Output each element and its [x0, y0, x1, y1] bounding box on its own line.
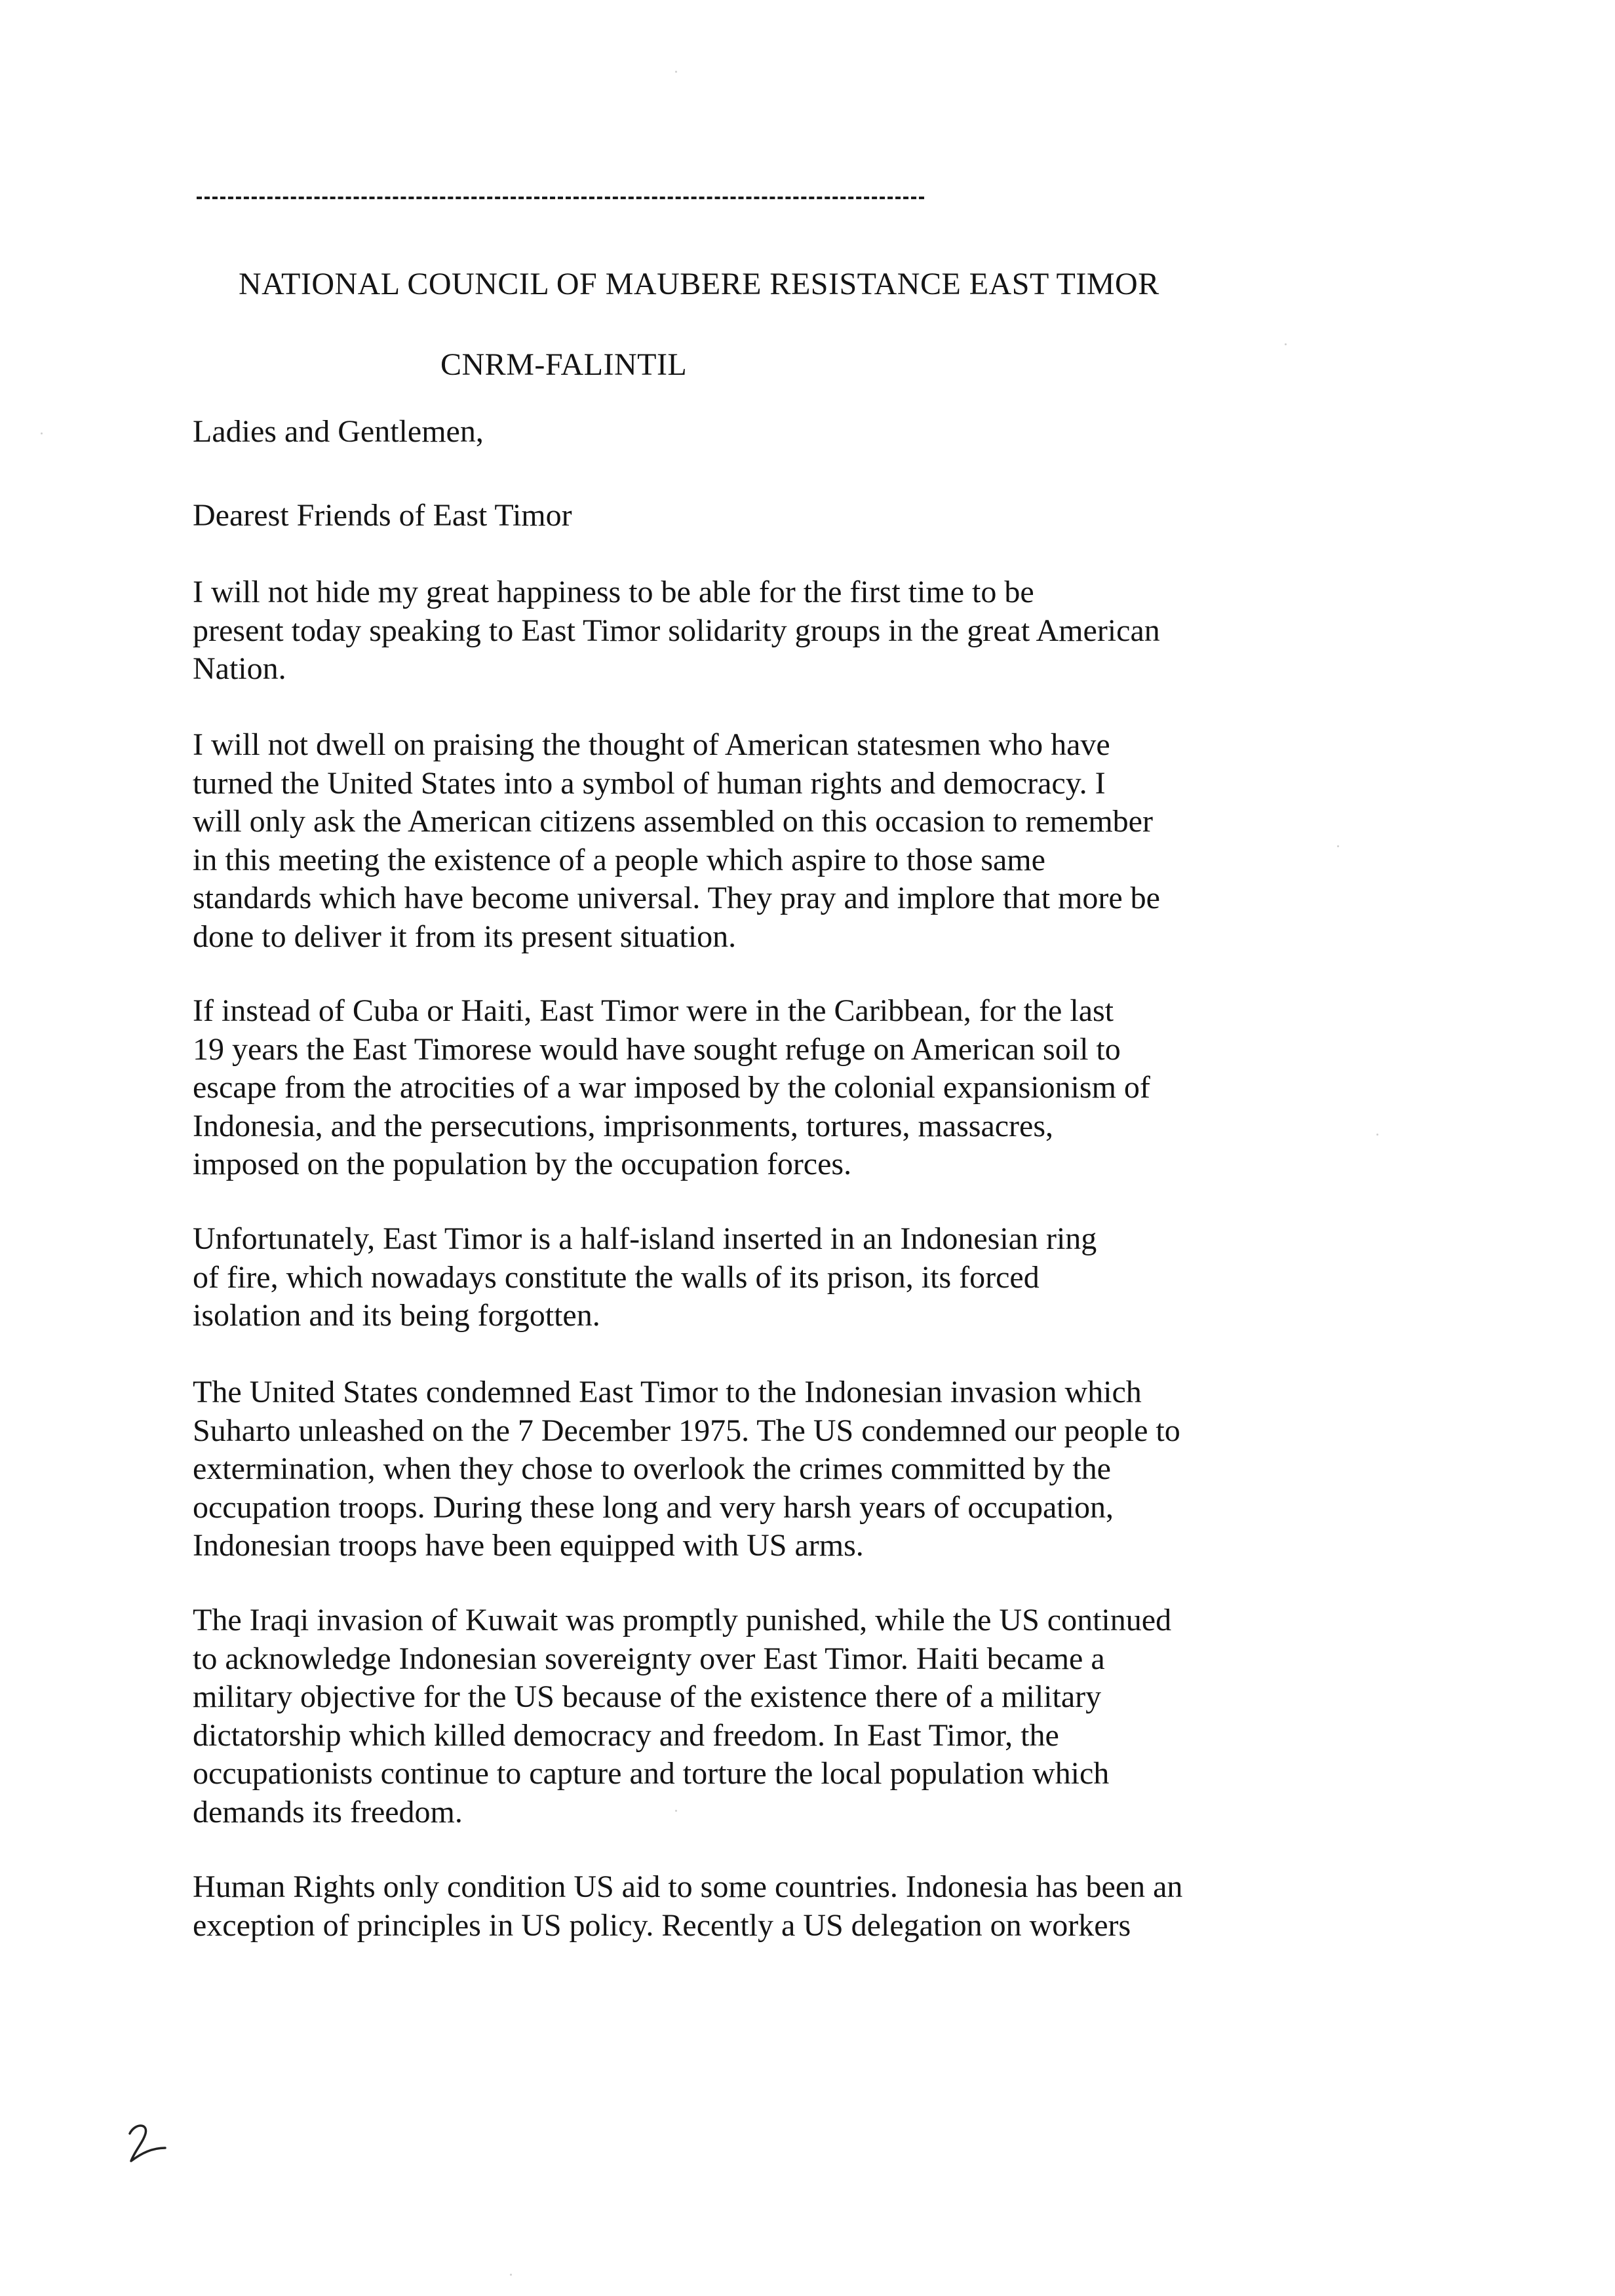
salutation-text: Ladies and Gentlemen, [193, 414, 484, 449]
scan-speck [1285, 343, 1287, 345]
text-line: standards which have become universal. They pray and implore that more be [193, 881, 1160, 915]
scan-speck [510, 2274, 512, 2276]
text-line: occupationists continue to capture and torture the local population which [193, 1756, 1110, 1791]
text-line: Suharto unleashed on the 7 December 1975. The US condemned our people to [193, 1413, 1180, 1448]
text-line: done to deliver it from its present situation. [193, 919, 737, 954]
dashed-separator [197, 197, 924, 199]
text-line: I will not dwell on praising the thought of American statesmen who have [193, 727, 1110, 762]
text-line: turned the United States into a symbol of human rights and democracy. I [193, 765, 1106, 801]
text-line: demands its freedom. [193, 1794, 463, 1829]
paragraph-7 [193, 1868, 1307, 1945]
salutation-line-1 [193, 413, 1307, 451]
text-line: dictatorship which killed democracy and freedom. In East Timor, the [193, 1717, 1059, 1753]
paragraph-4 [193, 1220, 1307, 1335]
document-heading: NATIONAL COUNCIL OF MAUBERE RESISTANCE EAST TIMOR [239, 267, 1159, 301]
salutation-line-2 [193, 497, 1307, 535]
document-subheading: CNRM-FALINTIL [440, 347, 688, 382]
scan-speck [675, 71, 677, 73]
salutation-text: Dearest Friends of East Timor [193, 498, 572, 533]
text-line: If instead of Cuba or Haiti, East Timor were in the Caribbean, for the last [193, 993, 1114, 1028]
scan-speck [41, 432, 43, 434]
scan-speck [1376, 1134, 1378, 1136]
paragraph-6 [193, 1601, 1307, 1831]
scan-speck [675, 1810, 677, 1812]
paragraph-1 [193, 573, 1307, 689]
text-line: The Iraqi invasion of Kuwait was promptly punished, while the US continued [193, 1603, 1172, 1637]
text-line: present today speaking to East Timor solidarity groups in the great American [193, 613, 1160, 648]
text-line: Human Rights only condition US aid to some countries. Indonesia has been an [193, 1869, 1183, 1904]
text-line: The United States condemned East Timor to the Indonesian invasion which [193, 1375, 1142, 1409]
text-line: occupation troops. During these long and very harsh years of occupation, [193, 1489, 1114, 1525]
text-line: Indonesian troops have been equipped with US arms. [193, 1528, 864, 1563]
text-line: Unfortunately, East Timor is a half-island inserted in an Indonesian ring [193, 1221, 1097, 1256]
text-line: military objective for the US because of the existence there of a military [193, 1679, 1102, 1714]
handwritten-page-number [125, 2116, 177, 2169]
text-line: isolation and its being forgotten. [193, 1298, 600, 1333]
text-line: Indonesia, and the persecutions, imprisonments, tortures, massacres, [193, 1108, 1054, 1143]
text-line: imposed on the population by the occupation forces. [193, 1147, 852, 1181]
paragraph-5 [193, 1373, 1307, 1565]
text-line: extermination, when they chose to overlook the crimes committed by the [193, 1451, 1111, 1486]
text-line: to acknowledge Indonesian sovereignty over East Timor. Haiti became a [193, 1641, 1105, 1676]
paragraph-2 [193, 726, 1307, 956]
text-line: I will not hide my great happiness to be able for the first time to be [193, 575, 1034, 609]
text-line: exception of principles in US policy. Recently a US delegation on workers [193, 1907, 1131, 1943]
text-line: escape from the atrocities of a war imposed by the colonial expansionism of [193, 1070, 1150, 1105]
text-line: will only ask the American citizens assembled on this occasion to remember [193, 804, 1153, 839]
scan-speck [1337, 845, 1339, 847]
text-line: Nation. [193, 651, 286, 686]
paragraph-3 [193, 992, 1307, 1184]
text-line: of fire, which nowadays constitute the walls of its prison, its forced [193, 1259, 1040, 1295]
text-line: 19 years the East Timorese would have sought refuge on American soil to [193, 1031, 1121, 1067]
text-line: in this meeting the existence of a people which aspire to those same [193, 842, 1045, 877]
